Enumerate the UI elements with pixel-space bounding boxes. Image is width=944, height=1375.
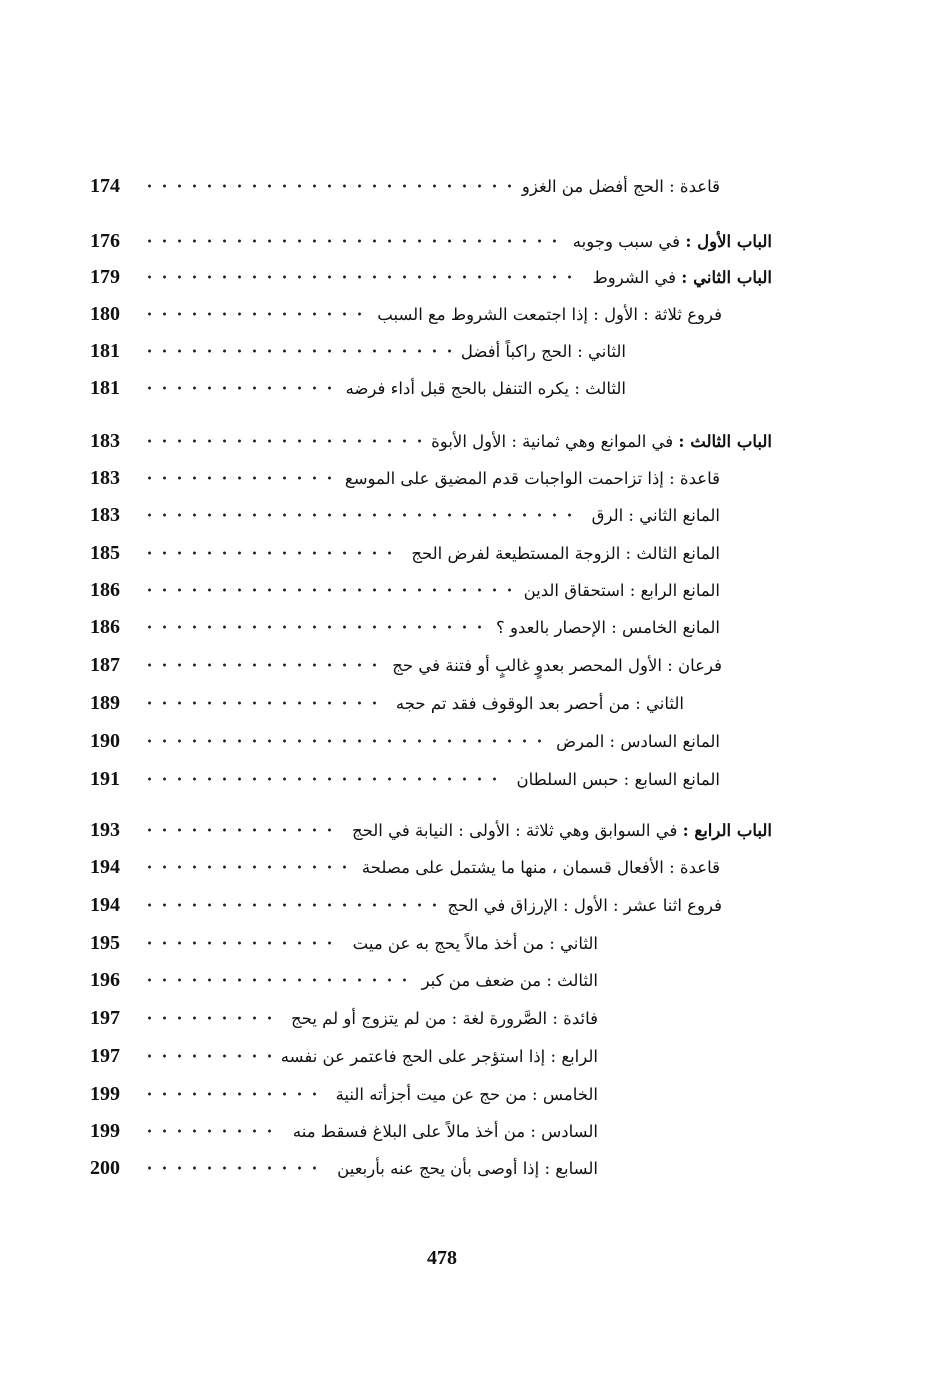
toc-entry xyxy=(90,612,720,642)
toc-entry xyxy=(90,928,598,958)
toc-page-number: 194 xyxy=(90,855,120,878)
dot-leader xyxy=(142,1006,281,1030)
toc-page-number: 180 xyxy=(90,302,120,325)
toc-page-number: 179 xyxy=(90,265,120,288)
toc-page-number: 181 xyxy=(90,376,120,399)
toc-entry xyxy=(90,726,720,756)
dot-leader xyxy=(142,229,563,253)
toc-entry xyxy=(90,688,684,718)
toc-entry xyxy=(90,575,720,605)
toc-entry-text: الثالث : يكره التنفل بالحج قبل أداء فرضه xyxy=(345,378,626,398)
toc-entry xyxy=(90,852,720,882)
toc-entry xyxy=(90,538,720,568)
toc-page-number: 187 xyxy=(90,653,120,676)
toc-entry-text: المانع الرابع : استحقاق الدين xyxy=(523,580,720,600)
dot-leader xyxy=(142,429,421,453)
toc-entry xyxy=(90,650,722,680)
toc-entry xyxy=(90,299,722,329)
dot-leader xyxy=(142,265,583,289)
toc-entry xyxy=(90,226,772,256)
toc-page-number: 193 xyxy=(90,818,120,841)
dot-leader xyxy=(142,855,352,879)
toc-entry xyxy=(90,1079,598,1109)
dot-leader xyxy=(142,503,582,527)
toc-page-number: 181 xyxy=(90,339,120,362)
toc-page-number: 199 xyxy=(90,1082,120,1105)
dot-leader xyxy=(142,653,382,677)
toc-entry xyxy=(90,1041,598,1071)
toc-entry-text: المانع السابع : حبس السلطان xyxy=(516,769,720,789)
toc-entry xyxy=(90,965,598,995)
toc-entry-text: الثاني : من أخذ مالاً يحج به عن ميت xyxy=(352,933,598,953)
toc-entry-text: الباب الثالث : في الموانع وهي ثمانية : الأول الأبوة xyxy=(431,431,772,451)
toc-entry xyxy=(90,336,626,366)
toc-page-number: 186 xyxy=(90,578,120,601)
dot-leader xyxy=(142,968,412,992)
dot-leader xyxy=(142,302,367,326)
toc-entry xyxy=(90,1116,598,1146)
toc-entry xyxy=(90,890,722,920)
toc-entry-text: قاعدة : إذا تزاحمت الواجبات قدم المضيق على الموسع xyxy=(344,468,720,488)
toc-entry-text: السابع : إذا أوصى بأن يحج عنه بأربعين xyxy=(337,1158,598,1178)
dot-leader xyxy=(142,466,335,490)
toc-page-number: 196 xyxy=(90,968,120,991)
toc-page-number: 183 xyxy=(90,429,120,452)
dot-leader xyxy=(142,615,486,639)
toc-page-number: 183 xyxy=(90,503,120,526)
toc-entry xyxy=(90,262,772,292)
toc-entry-text: الرابع : إذا استؤجر على الحج فاعتمر عن نفسه xyxy=(280,1046,598,1066)
page-number: 478 xyxy=(427,1247,457,1269)
toc-page-number: 191 xyxy=(90,767,120,790)
toc-entry xyxy=(90,764,720,794)
toc-entry-text: السادس : من أخذ مالاً على البلاغ فسقط منه xyxy=(292,1121,598,1141)
toc-entry-text: الخامس : من حج عن ميت أجزأته النية xyxy=(335,1084,598,1104)
toc-page-number: 194 xyxy=(90,893,120,916)
dot-leader xyxy=(142,1044,271,1068)
toc-page-number: 197 xyxy=(90,1006,120,1029)
toc-page-number: 174 xyxy=(90,174,120,197)
toc-entry xyxy=(90,815,772,845)
toc-page-number: 185 xyxy=(90,541,120,564)
toc-entry-text: الثاني : من أحصر بعد الوقوف فقد تم حجه xyxy=(395,693,684,713)
dot-leader xyxy=(142,1119,283,1143)
toc-page-number: 190 xyxy=(90,729,120,752)
toc-entry-text: فائدة : الصَّرورة لغة : من لم يتزوج أو لم يحج xyxy=(291,1008,598,1028)
toc-entry-text: الباب الثاني : في الشروط xyxy=(592,267,772,287)
toc-entry-text: الثاني : الحج راكباً أفضل xyxy=(460,341,626,361)
toc-entry xyxy=(90,171,720,201)
toc-entry xyxy=(90,1003,598,1033)
toc-page-number: 199 xyxy=(90,1119,120,1142)
dot-leader xyxy=(142,578,514,602)
toc-page-number: 195 xyxy=(90,931,120,954)
toc-entry-text: الباب الرابع : في السوابق وهي ثلاثة : الأولى : النيابة في الحج xyxy=(351,820,772,840)
toc-entry-text: قاعدة : الأفعال قسمان ، منها ما يشتمل على مصلحة xyxy=(361,857,720,877)
dot-leader xyxy=(142,1156,327,1180)
toc-entry-text: الباب الأول : في سبب وجوبه xyxy=(572,231,772,251)
dot-leader xyxy=(142,691,386,715)
toc-entry-text: المانع السادس : المرض xyxy=(556,731,720,751)
toc-page-number: 200 xyxy=(90,1156,120,1179)
dot-leader xyxy=(142,767,506,791)
toc-page-number: 189 xyxy=(90,691,120,714)
dot-leader xyxy=(142,174,512,198)
toc-entry xyxy=(90,1153,598,1183)
dot-leader xyxy=(142,339,451,363)
toc-entry-text: فروع ثلاثة : الأول : إذا اجتمعت الشروط مع السبب xyxy=(377,304,722,324)
toc-entry-text: المانع الثالث : الزوجة المستطيعة لفرض الحج xyxy=(411,543,720,563)
toc-entry xyxy=(90,500,720,530)
toc-entry-text: فروع اثنا عشر : الأول : الإرزاق في الحج xyxy=(447,895,722,915)
toc-entry-text: المانع الخامس : الإحصار بالعدو ؟ xyxy=(496,617,720,637)
dot-leader xyxy=(142,541,401,565)
toc-page-number: 197 xyxy=(90,1044,120,1067)
dot-leader xyxy=(142,893,437,917)
toc-page-number: 176 xyxy=(90,229,120,252)
toc-entry xyxy=(90,373,626,403)
dot-leader xyxy=(142,1082,326,1106)
toc-entry xyxy=(90,426,772,456)
toc-entry-text: فرعان : الأول المحصر بعدوٍ غالبٍ أو فتنة في حج xyxy=(392,655,722,675)
toc-entry-text: قاعدة : الحج أفضل من الغزو xyxy=(521,176,720,196)
toc-entry-text: المانع الثاني : الرق xyxy=(591,505,720,525)
toc-entry-text: الثالث : من ضعف من كبر xyxy=(421,970,598,990)
dot-leader xyxy=(142,818,342,842)
toc-page-number: 183 xyxy=(90,466,120,489)
dot-leader xyxy=(142,931,343,955)
dot-leader xyxy=(142,376,336,400)
dot-leader xyxy=(142,729,546,753)
toc-page-number: 186 xyxy=(90,615,120,638)
toc-entry xyxy=(90,463,720,493)
